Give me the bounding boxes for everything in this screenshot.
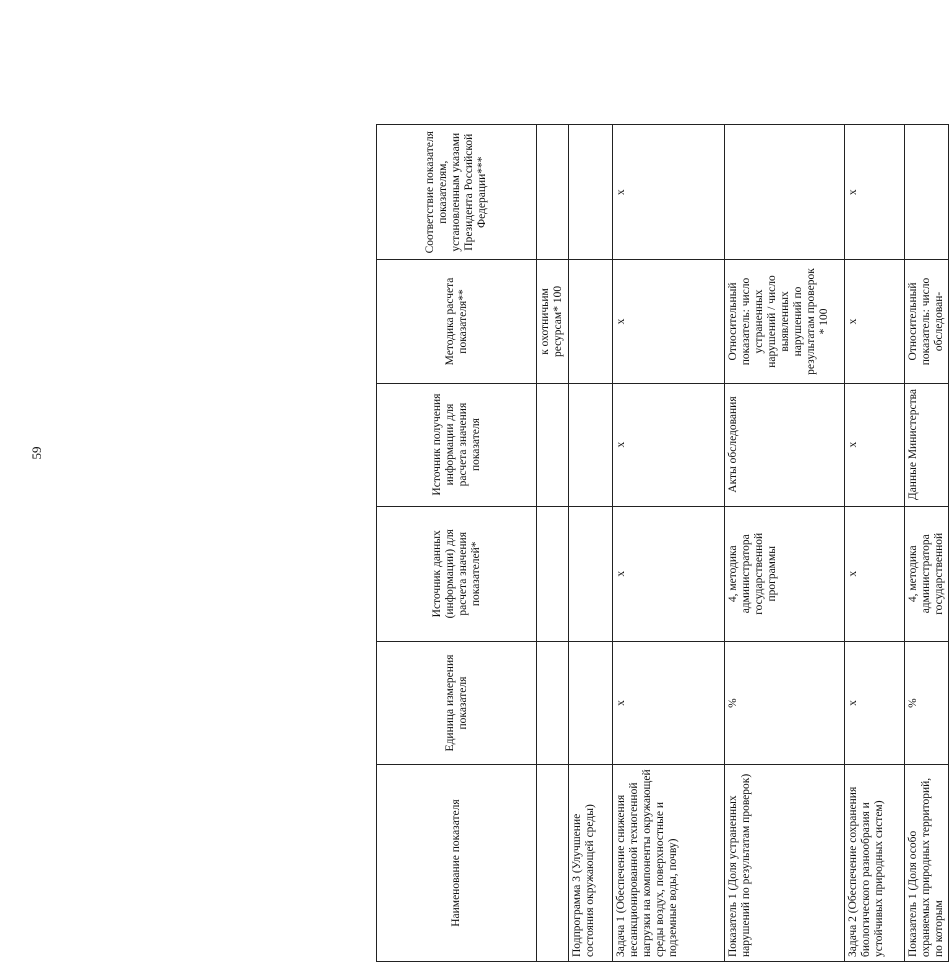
- row-data-source: 4, методика администратора государственной программы: [725, 506, 845, 641]
- indicators-table: [376, 124, 949, 962]
- row-info-source: [569, 383, 613, 506]
- row-decree: [905, 125, 949, 260]
- row-unit: %: [905, 641, 949, 764]
- row-method: к охотничьим ресурсам* 100: [537, 260, 569, 383]
- row-indicator-name: Задача 2 (Обеспечение сохранения биологического разнообразия и устойчивых природных систем): [845, 765, 905, 962]
- row-decree: [725, 125, 845, 260]
- row-info-source: Данные Министерства: [905, 383, 949, 506]
- header-method: Методика расчета показателя**: [377, 260, 537, 383]
- row-decree: [569, 125, 613, 260]
- row-decree: х: [613, 125, 725, 260]
- table-row: [537, 125, 569, 962]
- row-method: Относительный показатель: число обследован-: [905, 260, 949, 383]
- row-info-source: [537, 383, 569, 506]
- row-indicator-name: Подпрограмма 3 (Улучшение состояния окружающей среды): [569, 765, 613, 962]
- row-method: х: [613, 260, 725, 383]
- header-data-source: Источник данных (информации) для расчета значения показателей*: [377, 506, 537, 641]
- row-decree: [537, 125, 569, 260]
- header-unit: Единица измерения показателя: [377, 641, 537, 764]
- row-info-source: х: [845, 383, 905, 506]
- row-unit: х: [845, 641, 905, 764]
- table-row: [569, 125, 613, 962]
- row-data-source: х: [845, 506, 905, 641]
- row-method: х: [845, 260, 905, 383]
- row-unit: [537, 641, 569, 764]
- row-decree: х: [845, 125, 905, 260]
- row-indicator-name: Показатель 1 (Доля особо охраняемых природных территорий, по которым: [905, 765, 949, 962]
- header-row: [377, 125, 537, 962]
- row-unit: %: [725, 641, 845, 764]
- row-data-source: 4, методика администратора государственной: [905, 506, 949, 641]
- table-row: [613, 125, 725, 962]
- row-indicator-name: Показатель 1 (Доля устраненных нарушений по результатам проверок): [725, 765, 845, 962]
- row-indicator-name: Задача 1 (Обеспечение снижения несанкционированной техногенной нагрузки на компоненты окружающей среды воздух, поверхностные и подземные воды, почву): [613, 765, 725, 962]
- table-row: [725, 125, 845, 962]
- table-container: [376, 124, 945, 962]
- row-data-source: [569, 506, 613, 641]
- header-info-source: Источник получения информации для расчета значения показателя: [377, 383, 537, 506]
- row-method: Относительный показатель: число устраненных нарушений / число выявленных нарушений по результатам проверок * 100: [725, 260, 845, 383]
- rotated-table-frame: [180, 60, 945, 965]
- header-indicator-name: Наименование показателя: [377, 765, 537, 962]
- row-data-source: [537, 506, 569, 641]
- header-decree-compliance: Соответствие показателя показателям, установленным указами Президента Российской Федерации***: [377, 125, 537, 260]
- table-row: [905, 125, 949, 962]
- row-unit: х: [613, 641, 725, 764]
- row-info-source: Акты обследования: [725, 383, 845, 506]
- row-data-source: х: [613, 506, 725, 641]
- page-number: 59: [29, 446, 44, 460]
- row-indicator-name: [537, 765, 569, 962]
- table-row: [845, 125, 905, 962]
- row-info-source: х: [613, 383, 725, 506]
- row-unit: [569, 641, 613, 764]
- row-method: [569, 260, 613, 383]
